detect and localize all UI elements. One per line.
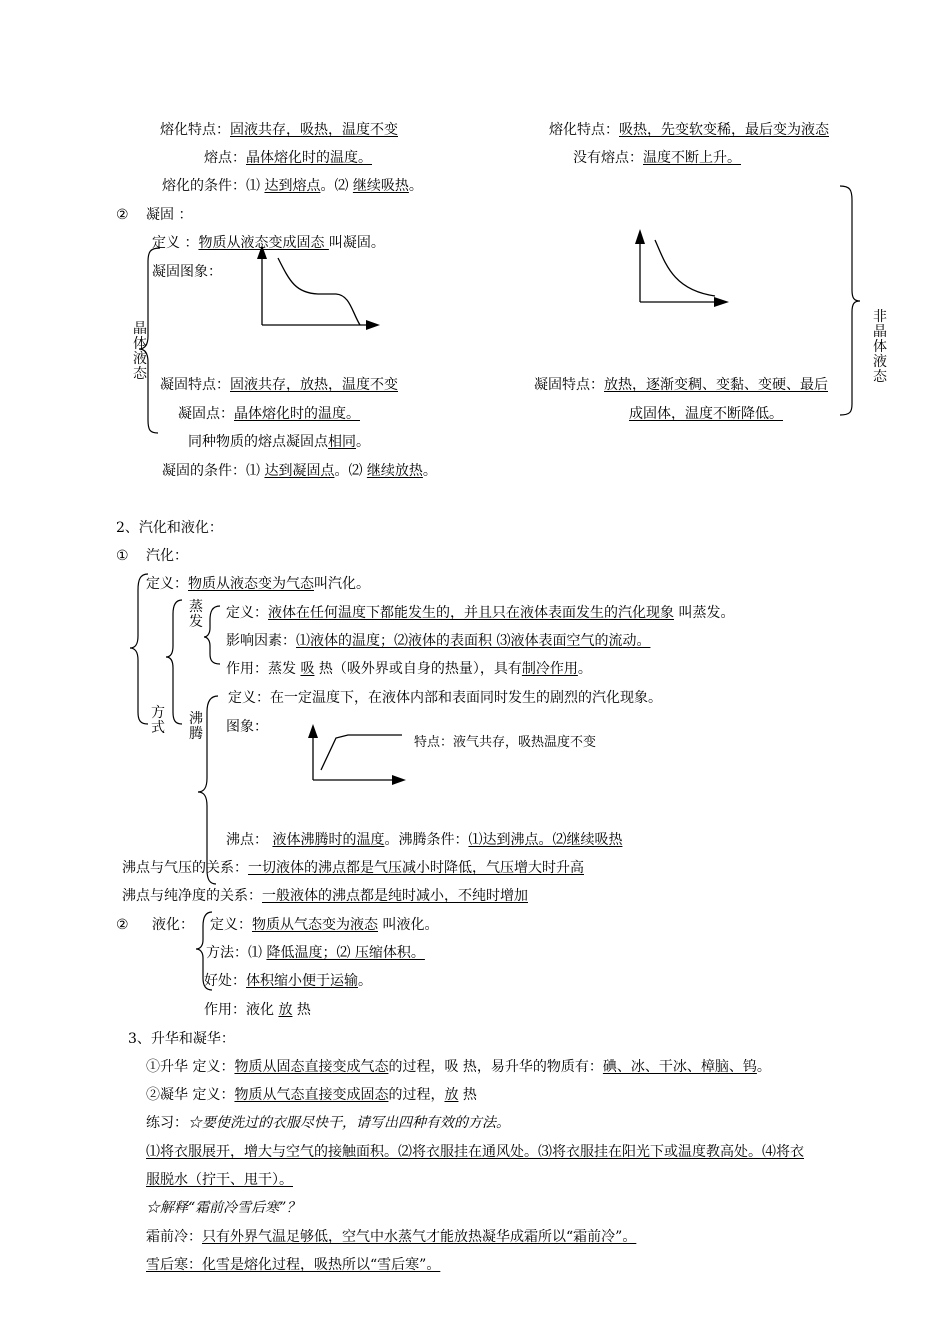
crystal-solidification-point-label: 凝固点：	[178, 406, 234, 422]
solidification-heading: 凝固 ：	[146, 207, 193, 223]
evaporation-definition-end: 叫蒸发。	[674, 605, 735, 621]
exercise-question-text: ☆要使洗过的衣服尽快干，请写出四种有效的方法。	[188, 1115, 510, 1131]
purity-relation-label: 沸点与纯净度的关系：	[122, 888, 262, 904]
boiling-condition-label: 。沸腾条件：	[384, 832, 469, 848]
liquefaction-benefit-text: 体积缩小便于运输	[246, 973, 358, 989]
liquefaction-definition-text: 物质从气态变为液态	[252, 917, 378, 933]
exercise-question	[146, 1114, 510, 1132]
liquefaction-effect-label: 作用：液化	[204, 1002, 279, 1018]
noncrystal-melting-point-text: 温度不断上升。	[643, 150, 741, 166]
deposition-end: 热	[458, 1087, 477, 1103]
sublimation-examples: 碘、冰、干冰、樟脑、钨	[602, 1059, 757, 1075]
crystal-melting-feature	[160, 121, 398, 139]
crystal-solidification-feature-label: 凝固特点：	[160, 377, 230, 393]
liquefaction-definition	[210, 916, 438, 934]
noncrystal-liquid-side-label: 非晶体液态	[873, 309, 887, 385]
evaporation-effect	[226, 660, 592, 678]
evaporation-effect-cool: 制冷作用	[521, 661, 578, 677]
crystal-melting-point	[204, 149, 372, 167]
evaporation-effect-word: 吸	[300, 661, 315, 677]
evaporation-factors-label: 影响因素：	[226, 633, 296, 649]
solidification-index: ②	[116, 207, 129, 223]
deposition-word: 放	[444, 1087, 459, 1103]
pressure-relation-text: 一切液体的沸点都是气压减小时降低，气压增大时升高	[248, 860, 584, 876]
crystal-solidification-feature-text: 固液共存，放热，温度不变	[230, 377, 398, 393]
evaporation-label: 蒸发	[189, 599, 203, 630]
solidification-definition-end: 叫凝固。	[328, 235, 385, 251]
liquefaction-benefit-end: 。	[358, 973, 372, 989]
melting-condition-mid: 。⑵	[320, 178, 353, 194]
boiling-condition-text: ⑴达到沸点。⑵继续吸热	[468, 832, 623, 848]
crystal-liquid-side-label: 晶体液态	[133, 321, 147, 382]
liquefaction-heading: 液化：	[152, 917, 194, 933]
vaporization-definition-end: 叫汽化。	[314, 576, 370, 592]
solidification-condition	[162, 462, 437, 480]
boiling-point	[226, 831, 622, 849]
solidification-definition	[152, 234, 385, 252]
liquefaction-effect-word: 放	[278, 1002, 293, 1018]
liquefaction-definition-end: 叫液化。	[378, 917, 439, 933]
liquefaction-index: ②	[116, 917, 129, 933]
snow-explanation	[146, 1256, 440, 1274]
exercise-answer-1: ⑴将衣服展开，增大与空气的接触面积。⑵将衣服挂在通风处。⑶将衣服挂在阳光下或温度教高处。⑷将衣	[146, 1144, 804, 1160]
exercise-answer-2: 服脱水（拧干、甩干）。	[146, 1172, 293, 1188]
melting-condition-1: 达到熔点	[264, 178, 321, 194]
noncrystal-solidification-feature-1: 放热，逐渐变稠、变黏、变硬、最后	[604, 377, 828, 393]
vaporization-definition	[146, 575, 370, 593]
methods-label: 方式	[151, 705, 165, 736]
deposition-definition: 物质从气态直接变成固态	[234, 1087, 389, 1103]
same-point-word: 相同	[328, 434, 356, 450]
section2-title: 2、汽化和液化：	[116, 520, 223, 536]
pressure-relation	[122, 859, 584, 877]
evaporation-effect-label: 作用：蒸发	[226, 661, 301, 677]
crystal-solidification-graph	[257, 245, 380, 330]
solidification-condition-mid: 。⑵	[334, 463, 367, 479]
evaporation-factors	[226, 632, 650, 650]
deposition-line	[146, 1086, 477, 1104]
noncrystal-melting-feature-label: 熔化特点：	[549, 122, 619, 138]
solidification-condition-2: 继续放热	[366, 463, 423, 479]
crystal-solidification-feature	[160, 376, 398, 394]
boiling-point-label: 沸点：	[226, 832, 273, 848]
purity-relation	[122, 887, 528, 905]
vaporization-index: ①	[116, 548, 129, 564]
boiling-feature: 特点：液气共存，吸热温度不变	[414, 735, 597, 750]
evaporation-factors-text: ⑴液体的温度；⑵液体的表面积 ⑶液体表面空气的流动。	[296, 633, 651, 649]
liquefaction-effect-end: 热	[292, 1002, 311, 1018]
liquefaction-benefit	[204, 972, 372, 990]
evaporation-definition-text: 液体在任何温度下都能发生的，并且只在液体表面发生的汽化现象	[268, 605, 674, 621]
crystal-melting-condition	[162, 177, 423, 195]
exercise-label: 练习：	[146, 1115, 188, 1131]
snow-label: 雪后寒：	[146, 1257, 202, 1273]
vaporization-definition-text: 物质从液态变为气态	[188, 576, 314, 592]
solidification-condition-end: 。	[422, 463, 437, 479]
sublimation-mid: 的过程，吸 热，易升华的物质有：	[388, 1059, 603, 1075]
solidification-condition-label: 凝固的条件：⑴	[162, 463, 265, 479]
frost-label: 霜前冷：	[146, 1229, 202, 1245]
evaporation-definition-label: 定义：	[226, 605, 268, 621]
evaporation-definition	[226, 604, 734, 622]
noncrystal-solidification-feature-2-line	[629, 405, 783, 423]
liquefaction-benefit-label: 好处：	[204, 973, 246, 989]
noncrystal-melting-point-label: 没有熔点：	[573, 150, 643, 166]
solidification-condition-1: 达到凝固点	[264, 463, 335, 479]
noncrystal-solidification-graph	[635, 229, 729, 307]
noncrystal-solidification-feature-2: 成固体，温度不断降低。	[629, 406, 783, 422]
sublimation-line	[146, 1058, 771, 1076]
sublimation-label: ①升华 定义：	[146, 1059, 235, 1075]
vaporization-heading: 汽化：	[146, 548, 188, 564]
melting-condition-2: 继续吸热	[352, 178, 409, 194]
sublimation-definition: 物质从固态直接变成气态	[234, 1059, 389, 1075]
crystal-melting-feature-label: 熔化特点：	[160, 122, 230, 138]
liquefaction-definition-label: 定义：	[210, 917, 252, 933]
crystal-melting-feature-text: 固液共存，吸热，温度不变	[230, 122, 398, 138]
frost-text: 只有外界气温足够低，空气中水蒸气才能放热凝华成霜所以“霜前冷”。	[202, 1229, 637, 1245]
solidification-definition-label: 定义 ：	[152, 235, 199, 251]
evaporation-effect-end: 。	[577, 661, 592, 677]
snow-text: 化雪是熔化过程，吸热所以“雪后寒”。	[202, 1257, 441, 1273]
exercise-answer-line-1	[146, 1143, 804, 1161]
boiling-point-text: 液体沸腾时的温度	[272, 832, 385, 848]
noncrystal-melting-point	[573, 149, 741, 167]
melting-condition-label: 熔化的条件：⑴	[162, 178, 265, 194]
purity-relation-text: 一般液体的沸点都是纯时减小，不纯时增加	[262, 888, 528, 904]
noncrystal-melting-feature	[549, 121, 829, 139]
solidification-definition-text: 物质从液态变成固态	[198, 235, 329, 251]
evaporation-effect-mid: 热（吸外界或自身的热量），具有	[314, 661, 522, 677]
boiling-definition: 定义：在一定温度下，在液体内部和表面同时发生的剧烈的汽化现象。	[228, 690, 662, 706]
boiling-graph-label: 图象：	[226, 719, 268, 735]
noncrystal-melting-feature-text: 吸热，先变软变稀，最后变为液态	[619, 122, 829, 138]
liquefaction-method	[206, 944, 425, 962]
noncrystal-solidification-feature-label: 凝固特点：	[534, 377, 604, 393]
same-point-text: 同种物质的熔点凝固点	[188, 434, 328, 450]
crystal-melting-point-label: 熔点：	[204, 150, 246, 166]
crystal-solidification-point-text: 晶体熔化时的温度。	[234, 406, 360, 422]
liquefaction-effect	[204, 1001, 311, 1019]
pressure-relation-label: 沸点与气压的关系：	[122, 860, 248, 876]
frost-explanation	[146, 1228, 636, 1246]
liquefaction-method-label: 方法：⑴	[206, 945, 267, 961]
crystal-solidification-point	[178, 405, 360, 423]
melting-condition-end: 。	[408, 178, 423, 194]
crystal-melting-point-text: 晶体熔化时的温度。	[246, 150, 372, 166]
deposition-mid: 的过程，	[388, 1087, 445, 1103]
deposition-label: ②凝华 定义：	[146, 1087, 235, 1103]
vaporization-definition-label: 定义：	[146, 576, 188, 592]
same-point-note	[188, 433, 370, 451]
solidification-graph-label: 凝固图象：	[152, 264, 222, 280]
sublimation-end: 。	[756, 1059, 771, 1075]
section3-title: 3、升华和凝华：	[128, 1031, 235, 1047]
explain-question: ☆解释“霜前冷雪后寒”？	[146, 1200, 301, 1216]
same-point-end: 。	[356, 434, 370, 450]
boiling-graph	[308, 724, 406, 785]
boiling-label: 沸腾	[189, 711, 203, 742]
noncrystal-solidification-feature	[534, 376, 828, 394]
exercise-answer-line-2	[146, 1171, 293, 1189]
liquefaction-method-text: 降低温度；⑵ 压缩体积。	[266, 945, 425, 961]
